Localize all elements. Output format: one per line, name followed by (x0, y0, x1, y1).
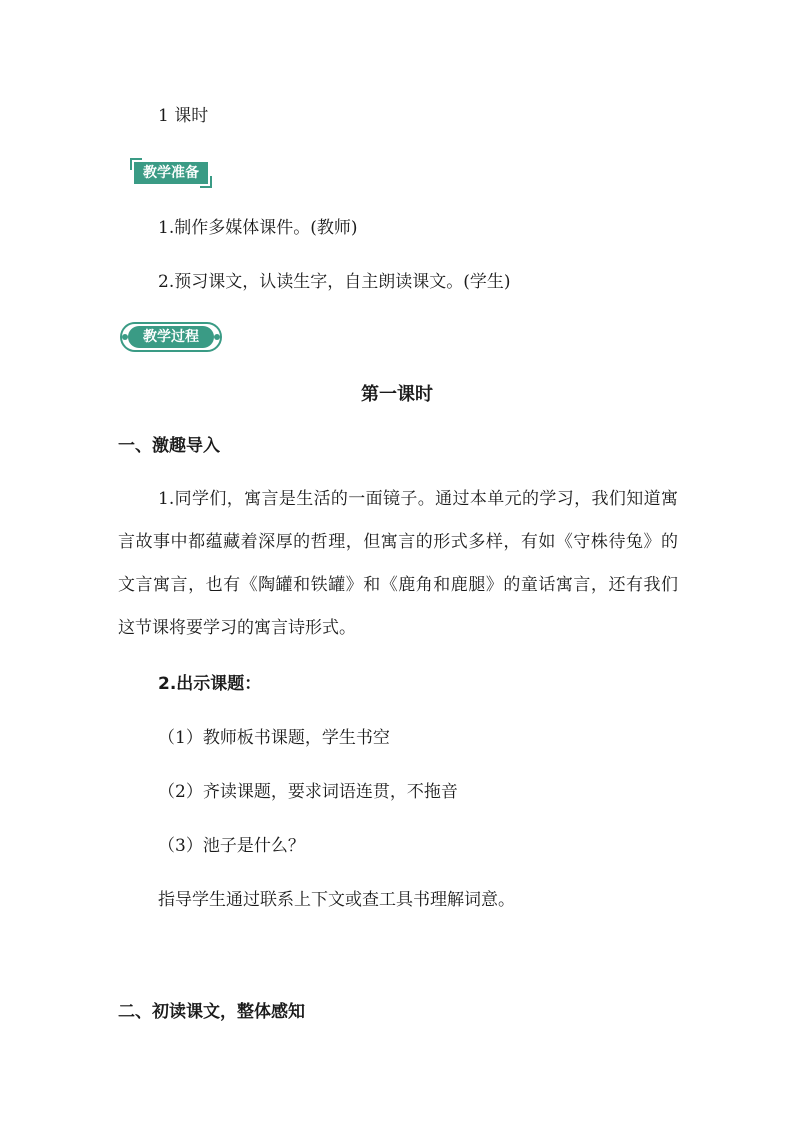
step-item-1: （1）教师板书课题，学生书空 (158, 728, 390, 748)
section-tag-label: 教学过程 (128, 326, 214, 348)
section-tag-process (120, 322, 222, 352)
lesson-count: 1 课时 (158, 106, 209, 126)
tag-dot-decoration (214, 334, 220, 340)
prep-item-1: 1.制作多媒体课件。(教师) (158, 218, 358, 238)
guide-text: 指导学生通过联系上下文或查工具书理解词意。 (158, 890, 515, 910)
period-title: 第一课时 (361, 384, 433, 405)
show-title-heading: 2.出示课题： (158, 674, 262, 694)
section-heading-2: 二、初读课文，整体感知 (118, 1002, 305, 1022)
step-item-3: （3）池子是什么？ (158, 836, 305, 856)
section-tag-prep (130, 158, 212, 188)
section-tag-label: 教学准备 (134, 162, 208, 184)
prep-item-2: 2.预习课文，认读生字，自主朗读课文。(学生) (158, 272, 511, 292)
intro-paragraph: 1.同学们，寓言是生活的一面镜子。通过本单元的学习，我们知道寓言故事中都蕴藏着深厚的哲理，但寓言的形式多样，有如《守株待兔》的文言寓言，也有《陶罐和铁罐》和《鹿角和鹿腿》的童话寓言，还有我们这节课将要学习的寓言诗形式。 (118, 489, 678, 638)
section-heading-1: 一、激趣导入 (118, 436, 220, 456)
step-item-2: （2）齐读课题，要求词语连贯，不拖音 (158, 782, 458, 802)
